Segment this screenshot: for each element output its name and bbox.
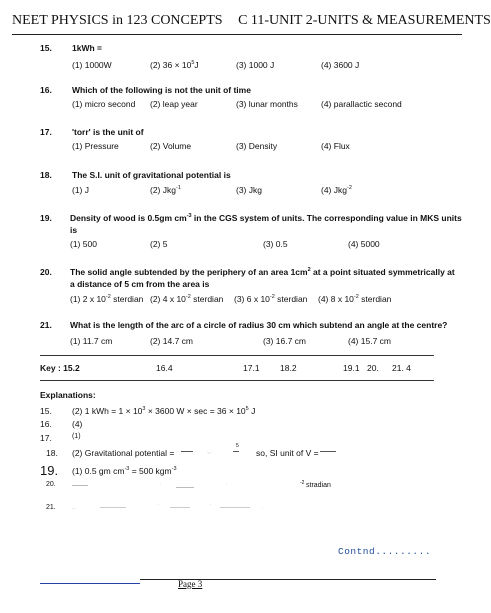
question-number: 21. (40, 320, 52, 330)
option-4: (4) Flux (321, 141, 350, 151)
explanation-number: 20. (46, 481, 56, 488)
question-number: 15. (40, 43, 52, 53)
question-number: 17. (40, 127, 52, 137)
option-3: (3) lunar months (236, 99, 298, 109)
explanation-text: (1) (72, 433, 81, 440)
superscript: -2 (300, 480, 305, 486)
question-number: 20. (40, 267, 52, 277)
option-3: (3) 0.5 (263, 239, 288, 249)
option-3: (3) 1000 J (236, 60, 275, 70)
math-icon (176, 487, 194, 488)
question-text: What is the length of the arc of a circle of radius 30 cm which subtend an angle at the centre? (70, 320, 448, 330)
option-4: (4) 5000 (348, 239, 380, 249)
math-icon: · (262, 507, 264, 511)
key-label: Key : 15.2 (40, 363, 80, 373)
explanation-text: (2) 1 kWh = $1 \times 10^3 \times 3600$ $W \times \sec = 36 \times 10^5$ J (72, 406, 256, 416)
math-icon: ·· · (72, 507, 77, 511)
explanation-number: 17. (40, 433, 52, 443)
fraction-icon (233, 447, 239, 456)
explanation-number: 15. (40, 406, 52, 416)
option-2: (2) $36 \times 10^5J$ (150, 60, 199, 70)
explanation-number: 16. (40, 419, 52, 429)
question-text-cont: a distance of 5 cm from the area is (70, 279, 210, 289)
option-4: (4) 8 x $10^{-2}$ sterdian (318, 294, 392, 304)
math-icon: · (226, 483, 228, 487)
key-value: 16.4 (156, 363, 173, 373)
explanation-number: 18. (46, 448, 58, 458)
option-4: (4) 15.7 cm (348, 336, 391, 346)
option-1: (1) 11.7 cm (70, 336, 113, 346)
option-2: (2) 14.7 cm (150, 336, 193, 346)
key-value: 17.1 (243, 363, 260, 373)
option-2: (2) Jkg$^{-1}$ (150, 185, 181, 195)
math-icon (100, 507, 126, 508)
option-2: (2) leap year (150, 99, 198, 109)
key-value: 20. (367, 363, 379, 373)
continued-label: Contnd......... (338, 546, 432, 557)
explanation-text: so, SI unit of V = (256, 448, 319, 458)
option-2: (2) 4 x $10^{-2}$ sterdian (150, 294, 224, 304)
question-text: The solid angle subtended by the periphery of an area $1cm^2$ at a point situated symmetrically at (70, 267, 455, 277)
question-number: 16. (40, 85, 52, 95)
divider (40, 355, 434, 356)
question-text: Density of wood is 0.5gm $cm^{-3}$ in the CGS system of units. The corresponding value in MKS units (70, 213, 462, 223)
key-value: 18.2 (280, 363, 297, 373)
page-number: Page 3 (178, 579, 203, 589)
header-title-right: C 11-UNIT 2-UNITS & MEASUREMENTS (238, 13, 491, 28)
option-3: (3) Jkg (236, 185, 262, 195)
option-2: (2) Volume (150, 141, 192, 151)
option-4: (4) parallactic second (321, 99, 402, 109)
fraction-icon (320, 447, 336, 456)
math-icon: · (210, 503, 212, 507)
math-icon: · (160, 483, 162, 487)
option-1: (1) J (72, 185, 89, 195)
option-3: (3) 16.7 cm (263, 336, 306, 346)
math-icon: ·:: · (207, 451, 213, 455)
option-4: (4) Jkg$^{-2}$ (321, 185, 352, 195)
question-text: Which of the following is not the unit of time (72, 85, 251, 95)
question-number: 18. (40, 170, 52, 180)
fraction-icon (181, 447, 193, 456)
math-icon (72, 485, 88, 486)
question-text-cont: is (70, 225, 78, 235)
explanation-text: (1) 0.5 gm $cm^{-3} = 500$ kgm$^{-3}$ (72, 466, 177, 476)
option-2: (2) 5 (150, 239, 168, 249)
explanations-title: Explanations: (40, 390, 96, 400)
explanation-number: 21. (46, 504, 56, 511)
explanation-text: stradian (306, 482, 331, 489)
key-value: 21. 4 (392, 363, 411, 373)
option-3: (3) Density (236, 141, 278, 151)
question-number: 19. (40, 213, 52, 223)
question-text: 1kWh = (72, 43, 102, 53)
question-text: 'torr' is the unit of (72, 127, 144, 137)
question-text: The S.I. unit of gravitational potential is (72, 170, 231, 180)
divider (40, 380, 434, 381)
explanation-text: (4) (72, 419, 83, 429)
explanation-number: 19. (40, 463, 59, 478)
math-icon: · (158, 503, 160, 507)
footer-accent-rule (40, 583, 140, 584)
math-icon (170, 507, 190, 508)
math-icon (220, 507, 250, 508)
option-1: (1) 500 (70, 239, 97, 249)
option-1: (1) Pressure (72, 141, 119, 151)
option-1: (1) micro second (72, 99, 136, 109)
page-header (12, 10, 491, 35)
option-1: (1) 1000W (72, 60, 112, 70)
option-1: (1) 2 x $10^{-2}$ sterdian (70, 294, 144, 304)
header-title-left: NEET PHYSICS in 123 CONCEPTS (12, 13, 223, 28)
option-3: (3) 6 x $10^{-2}$ sterdian (234, 294, 308, 304)
option-4: (4) 3600 J (321, 60, 360, 70)
superscript: 5 (236, 443, 239, 449)
key-value: 19.1 (343, 363, 360, 373)
explanation-text: (2) Gravitational potential = (72, 448, 175, 458)
